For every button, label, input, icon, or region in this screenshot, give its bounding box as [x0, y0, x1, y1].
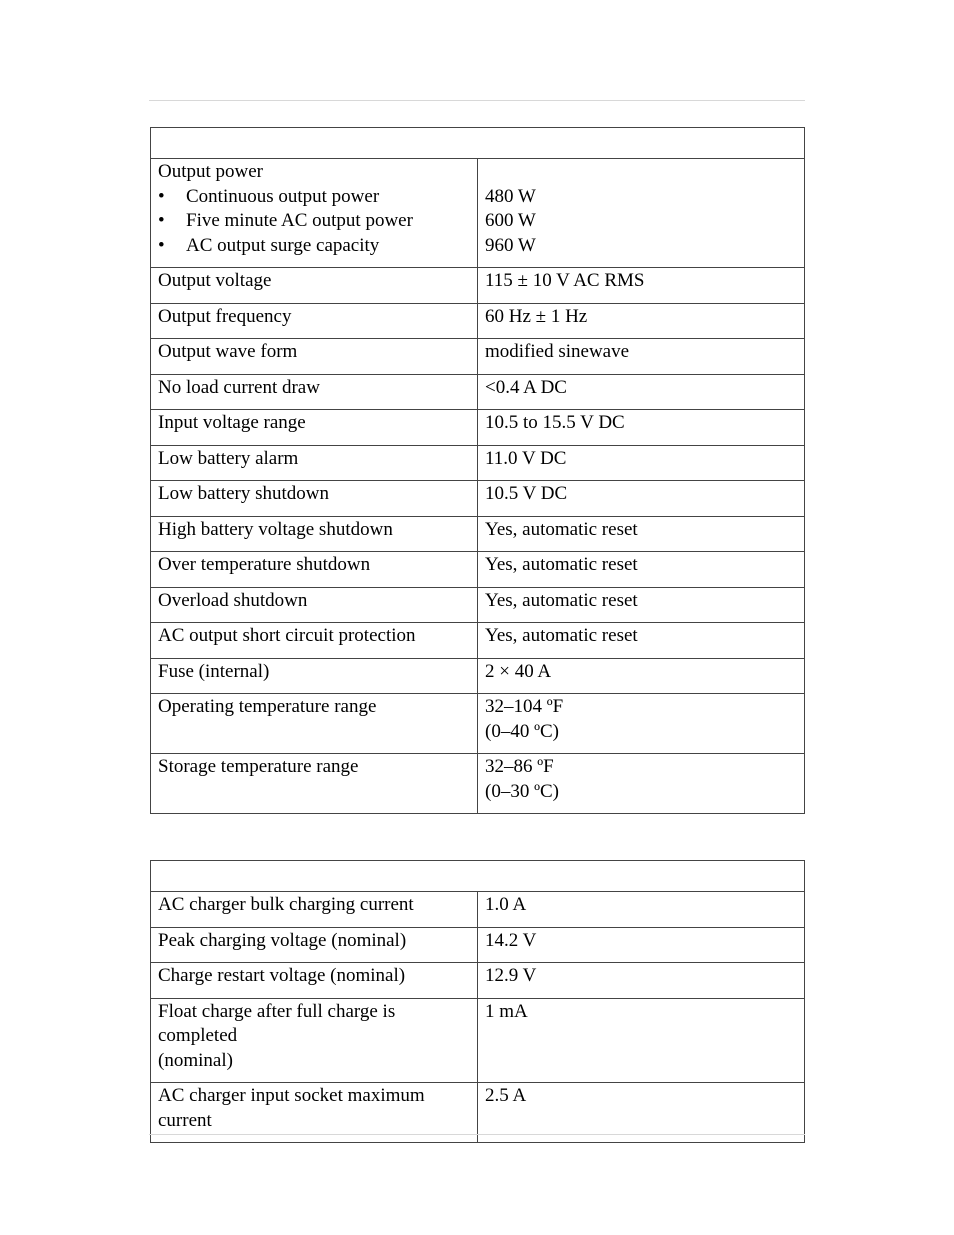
spec-label: Input voltage range	[151, 410, 478, 446]
bullet-icon: •	[158, 185, 165, 207]
spec-value-fahrenheit: 32–104 ºF	[485, 696, 564, 717]
spec-value: 600 W	[485, 210, 536, 231]
table-row	[151, 445, 805, 481]
table-header-row	[151, 128, 805, 159]
table-row	[151, 963, 805, 999]
table-header-cell	[151, 861, 805, 892]
spec-value: 12.9 V	[478, 963, 805, 999]
spec-value: 960 W	[485, 234, 536, 256]
spec-value: 2.5 A	[478, 1083, 805, 1143]
spec-value: Yes, automatic reset	[478, 623, 805, 659]
spec-value: 1 mA	[478, 998, 805, 1083]
spec-value-cell	[478, 694, 805, 754]
spec-value: 60 Hz ± 1 Hz	[478, 303, 805, 339]
spec-label-continued: (nominal)	[158, 1049, 233, 1071]
spec-value: modified sinewave	[478, 339, 805, 375]
table-row	[151, 481, 805, 517]
spec-label: Fuse (internal)	[151, 658, 478, 694]
table-row	[151, 374, 805, 410]
spec-value: 480 W	[485, 185, 536, 207]
inverter-spec-table	[150, 127, 805, 814]
table-row	[151, 998, 805, 1083]
spec-label: No load current draw	[151, 374, 478, 410]
spec-label: Output wave form	[151, 339, 478, 375]
table-row	[151, 587, 805, 623]
table-row	[151, 623, 805, 659]
spec-label: AC charger input socket maximum current	[151, 1083, 478, 1143]
list-item-label: AC output surge capacity	[186, 234, 380, 256]
spec-label: Operating temperature range	[151, 694, 478, 754]
list-item-label: Continuous output power	[186, 185, 380, 207]
spec-label: Peak charging voltage (nominal)	[151, 927, 478, 963]
spec-value: Yes, automatic reset	[478, 516, 805, 552]
table-row	[151, 339, 805, 375]
top-rule	[149, 100, 805, 101]
bottom-rule	[149, 1134, 805, 1135]
spec-value: <0.4 A DC	[478, 374, 805, 410]
spec-value-celsius: (0–40 ºC)	[485, 720, 559, 742]
spec-label: Float charge after full charge is completed	[158, 1000, 396, 1046]
spec-label: Output voltage	[151, 268, 478, 304]
spec-label: Over temperature shutdown	[151, 552, 478, 588]
spec-label: Low battery alarm	[151, 445, 478, 481]
spec-label: Storage temperature range	[151, 754, 478, 814]
spec-value: 10.5 V DC	[478, 481, 805, 517]
spec-value: 14.2 V	[478, 927, 805, 963]
table-row	[151, 892, 805, 928]
spec-label: AC output short circuit protection	[151, 623, 478, 659]
spec-value: Yes, automatic reset	[478, 587, 805, 623]
table-row	[151, 927, 805, 963]
spec-label: Low battery shutdown	[151, 481, 478, 517]
table-header-row	[151, 861, 805, 892]
table-row	[151, 303, 805, 339]
spec-label-cell	[151, 159, 478, 268]
spec-value: 1.0 A	[478, 892, 805, 928]
table-row	[151, 754, 805, 814]
spec-value: 2 × 40 A	[478, 658, 805, 694]
table-row	[151, 552, 805, 588]
spec-label: Output frequency	[151, 303, 478, 339]
spec-value-celsius: (0–30 ºC)	[485, 780, 559, 802]
list-item-label: Five minute AC output power	[186, 210, 413, 231]
table-row	[151, 159, 805, 268]
table-row	[151, 516, 805, 552]
spec-value-cell	[478, 754, 805, 814]
table-row	[151, 268, 805, 304]
spec-label: Overload shutdown	[151, 587, 478, 623]
spec-value: 11.0 V DC	[478, 445, 805, 481]
spec-value-fahrenheit: 32–86 ºF	[485, 756, 554, 777]
spec-label-cell	[151, 998, 478, 1083]
spec-label: AC charger bulk charging current	[151, 892, 478, 928]
bullet-icon: •	[158, 234, 165, 256]
spec-value: Yes, automatic reset	[478, 552, 805, 588]
bullet-icon: •	[158, 210, 165, 231]
list-item	[158, 185, 470, 210]
table-row	[151, 410, 805, 446]
spec-value: 10.5 to 15.5 V DC	[478, 410, 805, 446]
list-item	[158, 209, 470, 234]
spec-label: High battery voltage shutdown	[151, 516, 478, 552]
table-row	[151, 658, 805, 694]
output-power-list	[158, 185, 470, 259]
spec-label: Charge restart voltage (nominal)	[151, 963, 478, 999]
list-item	[158, 234, 470, 259]
table-header-cell	[151, 128, 805, 159]
table-row	[151, 694, 805, 754]
spec-value: 115 ± 10 V AC RMS	[478, 268, 805, 304]
spec-label: Output power	[158, 161, 264, 182]
charger-spec-table	[150, 860, 805, 1143]
spec-value-cell	[478, 159, 805, 268]
